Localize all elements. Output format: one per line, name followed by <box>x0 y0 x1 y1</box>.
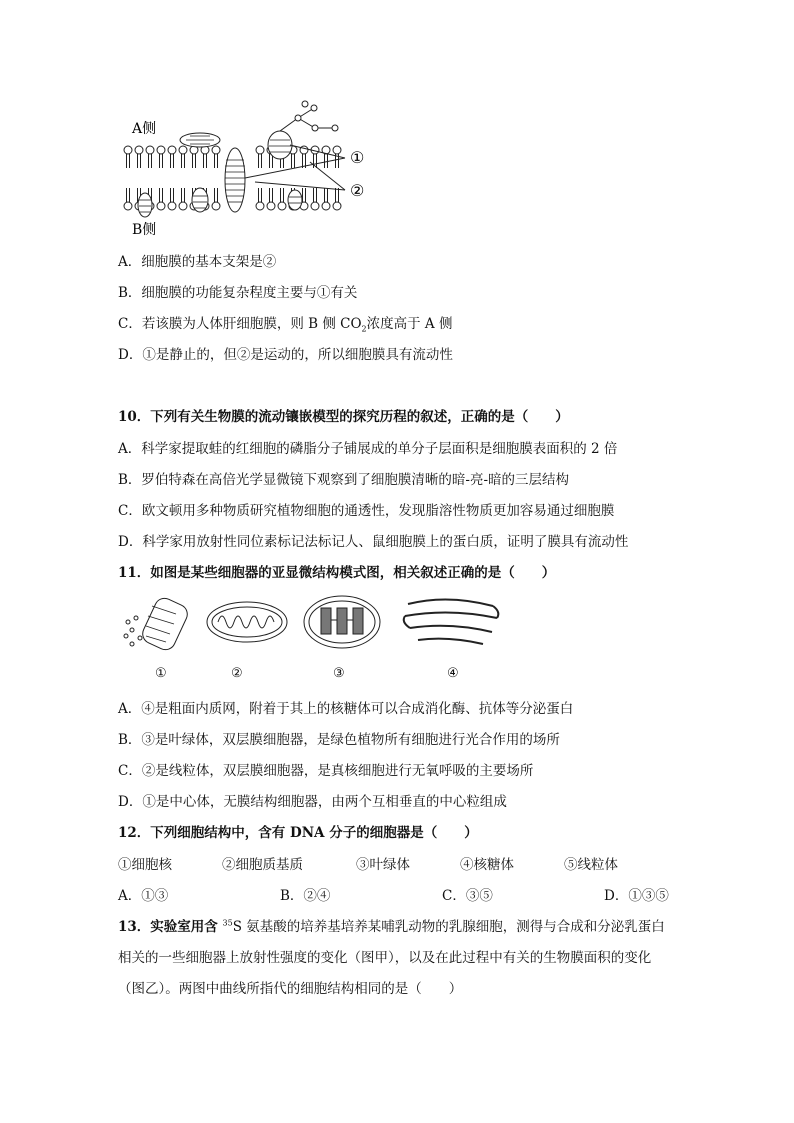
q10-option-a: A．科学家提取蛙的红细胞的磷脂分子铺展成的单分子层面积是细胞膜表面积的 2 倍 <box>118 441 618 457</box>
q12-option-c: C．③⑤ <box>442 888 493 904</box>
phospholipid-tail <box>171 188 174 202</box>
q10-stem: 10．下列有关生物膜的流动镶嵌模型的探究历程的叙述，正确的是（ ） <box>118 409 569 425</box>
q12-item-3: ③叶绿体 <box>356 857 410 873</box>
phospholipid-tail <box>193 154 196 168</box>
q9-option-c-post: 浓度高于 A 侧 <box>366 316 453 332</box>
q12-items <box>118 853 618 873</box>
inner-protein-right <box>288 190 302 210</box>
phospholipid-head <box>124 202 132 210</box>
phospholipid-tail <box>325 154 328 168</box>
phospholipid-head <box>212 146 220 154</box>
q10-option-c: C．欧文顿用多种物质研究植物细胞的通透性，发现脂溶性物质更加容易通过细胞膜 <box>118 503 615 519</box>
q9-option-c <box>118 312 452 332</box>
phospholipid-tail <box>336 188 339 202</box>
phospholipid-tail <box>160 154 163 168</box>
inner-protein-left <box>138 193 152 217</box>
phospholipid-tail <box>281 188 284 202</box>
phospholipid-tail <box>325 188 328 202</box>
marker-1: ① <box>350 148 365 167</box>
organelle-caption-4: ④ <box>447 666 459 681</box>
q13-line-1 <box>118 915 665 935</box>
phospholipid-head <box>322 202 330 210</box>
q12-item-1: ①细胞核 <box>118 857 172 873</box>
q11-option-c: C．②是线粒体，双层膜细胞器，是真核细胞进行无氧呼吸的主要场所 <box>118 763 534 779</box>
q9-option-a: A．细胞膜的基本支架是② <box>118 254 277 270</box>
organelle-figures <box>118 592 508 652</box>
phospholipid-tail <box>204 154 207 168</box>
phospholipid-tail <box>259 154 262 168</box>
phospholipid-tail <box>314 188 317 202</box>
q12-option-a: A．①③ <box>118 888 169 904</box>
mitochondrion-diagram <box>207 602 287 642</box>
phospholipid-head <box>168 146 176 154</box>
phospholipid-head <box>311 202 319 210</box>
phospholipid-head <box>333 146 341 154</box>
phospholipid-head <box>135 146 143 154</box>
sugar-chain <box>280 101 338 131</box>
phospholipid-head <box>267 202 275 210</box>
q12-option-b: B．②④ <box>280 888 331 904</box>
organelle-caption-1: ① <box>155 666 167 681</box>
marker-2: ② <box>350 181 365 200</box>
phospholipid-tail <box>160 188 163 202</box>
q12-item-2: ②细胞质基质 <box>222 857 303 873</box>
rough-er-diagram <box>404 599 499 644</box>
phospholipid-head <box>256 146 264 154</box>
organelle-diagrams <box>118 592 508 652</box>
phospholipid-head <box>157 202 165 210</box>
phospholipid-head <box>157 146 165 154</box>
q9-option-c-pre: C．若该膜为人体肝细胞膜，则 B 侧 CO <box>118 316 362 332</box>
phospholipid-tail <box>303 188 306 202</box>
phospholipid-tail <box>270 188 273 202</box>
phospholipid-tail <box>127 154 130 168</box>
phospholipid-head <box>333 202 341 210</box>
q13-line-1-post: S 氨基酸的培养基培养某哺乳动物的乳腺细胞，测得与合成和分泌乳蛋白 <box>232 919 665 935</box>
phospholipid-tail <box>215 154 218 168</box>
phospholipid-head <box>168 202 176 210</box>
phospholipid-tail <box>127 188 130 202</box>
membrane-diagram <box>120 100 380 240</box>
centriole-diagram <box>124 595 191 652</box>
q13-line-3: （图乙）。两图中曲线所指代的细胞结构相同的是（ ） <box>118 981 463 997</box>
organelle-caption-2: ② <box>231 666 243 681</box>
q11-option-d: D．①是中心体，无膜结构细胞器，由两个互相垂直的中心粒组成 <box>118 794 507 810</box>
q12-item-4: ④核糖体 <box>460 857 514 873</box>
q10-option-b: B．罗伯特森在高倍光学显微镜下观察到了细胞膜清晰的暗-亮-暗的三层结构 <box>118 472 570 488</box>
phospholipid-tail <box>182 154 185 168</box>
q12-option-d: D．①③⑤ <box>604 888 669 904</box>
phospholipid-tail <box>292 154 295 168</box>
membrane-side-a-label: A侧 <box>132 121 157 137</box>
q12-stem: 12．下列细胞结构中，含有 DNA 分子的细胞器是（ ） <box>118 825 478 841</box>
phospholipid-tail <box>149 154 152 168</box>
phospholipid-head <box>124 146 132 154</box>
phospholipid-tail <box>259 188 262 202</box>
q9-option-d: D．①是静止的，但②是运动的，所以细胞膜具有流动性 <box>118 347 453 363</box>
phospholipid-head <box>179 202 187 210</box>
phospholipid-head <box>256 202 264 210</box>
phospholipid-head <box>278 202 286 210</box>
phospholipid-tail <box>215 188 218 202</box>
q10-option-d: D．科学家用放射性同位素标记法标记人、鼠细胞膜上的蛋白质，证明了膜具有流动性 <box>118 534 629 550</box>
organelle-caption-3: ③ <box>333 666 345 681</box>
q9-option-c-sub: 2 <box>361 324 367 334</box>
q9-option-b: B．细胞膜的功能复杂程度主要与①有关 <box>118 285 358 301</box>
glycoprotein <box>268 131 292 159</box>
q11-stem: 11．如图是某些细胞器的亚显微结构模式图，相关叙述正确的是（ ） <box>118 565 556 581</box>
membrane-side-b-label: B侧 <box>132 222 157 238</box>
q12-options <box>118 884 669 904</box>
q13-line-2: 相关的一些细胞器上放射性强度的变化（图甲），以及在此过程中有关的生物膜面积的变化 <box>118 950 652 966</box>
q12-item-5: ⑤线粒体 <box>564 857 618 873</box>
q11-option-a: A．④是粗面内质网，附着于其上的核糖体可以合成消化酶、抗体等分泌蛋白 <box>118 701 574 717</box>
phospholipid-head <box>179 146 187 154</box>
membrane-figure <box>120 100 380 240</box>
phospholipid-head <box>146 146 154 154</box>
chloroplast-diagram <box>304 596 380 648</box>
q13-line-1-sup: 35 <box>222 918 233 928</box>
phospholipid-head <box>212 202 220 210</box>
phospholipid-tail <box>138 154 141 168</box>
phospholipid-tail <box>171 154 174 168</box>
q13-line-1-pre: 13．实验室用含 <box>118 919 223 935</box>
phospholipid-tail <box>182 188 185 202</box>
q11-option-b: B．③是叶绿体，双层膜细胞器，是绿色植物所有细胞进行光合作用的场所 <box>118 732 560 748</box>
